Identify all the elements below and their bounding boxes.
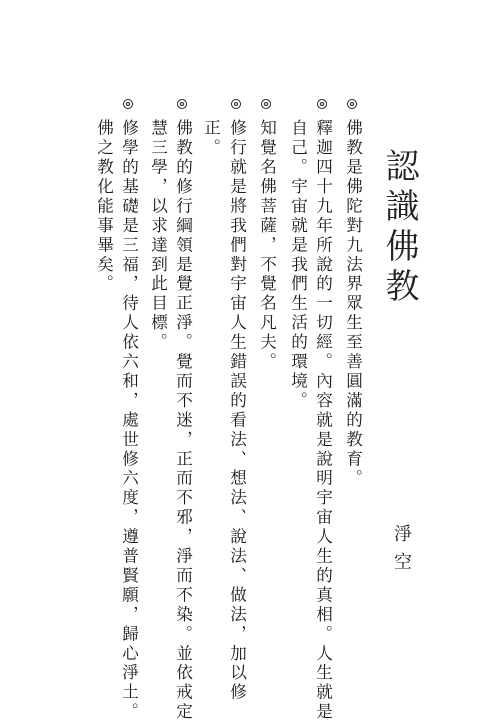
item-3-line-1: 知覺名佛菩薩，不覺名凡夫。 [257,119,277,372]
item-2-line-1: 釋迦四十九年所說的一切經。內容就是說明宇宙人生的真相。人生就是 [313,119,333,722]
bullet-icon [123,99,133,109]
item-2-line-2: 自己。宇宙就是我們生活的環境。 [288,119,308,411]
item-4-line-1: 修行就是將我們對宇宙人生錯誤的看法、想法、說法、做法，加以修 [227,119,247,703]
item-5-line-2: 慧三學，以求達到此目標。 [148,119,168,353]
item-6-line-2: 佛之教化能事畢矣。 [94,119,114,295]
item-1-line-1: 佛教是佛陀對九法界眾生至善圓滿的教育。 [343,119,363,489]
item-4-line-2: 正。 [201,119,221,158]
document-title: 認識佛教 [379,148,419,308]
bullet-icon [347,99,357,109]
bullet-icon [231,99,241,109]
bullet-icon [261,99,271,109]
document-author: 淨空 [391,524,412,580]
item-6-line-1: 修學的基礎是三福，待人依六和，處世修六度，遵普賢願，歸心淨土。 [119,119,139,722]
item-5-line-1: 佛教的修行綱領是覺正淨。覺而不迷，正而不邪，淨而不染。並依戒定 [173,119,193,722]
bullet-icon [317,99,327,109]
bullet-icon [177,99,187,109]
